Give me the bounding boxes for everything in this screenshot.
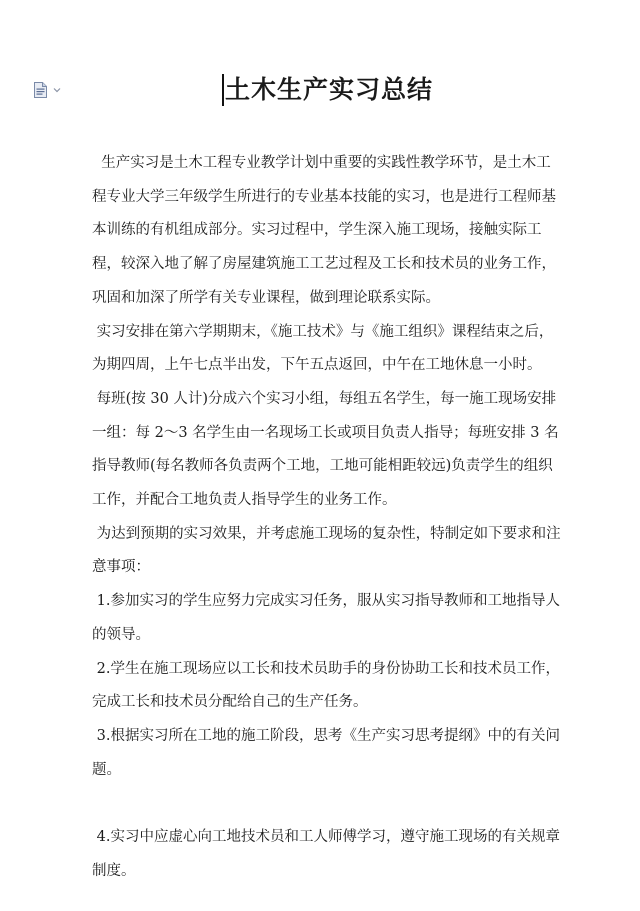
- text-cursor: [222, 74, 224, 106]
- paragraph-grouping: 每班(按 30 人计)分成六个实习小组，每组五名学生，每一施工现场安排一组：每 2～3 名学生由一名现场工长或项目负责人指导；每班安排 3 名指导教师(每名教师各负责两个工地，工地可能相距较远)负责学生的组织工作，并配合工地负责人指导学生的业务工作。: [92, 390, 559, 509]
- title-row[interactable]: [222, 74, 433, 106]
- paragraph-requirement-2: 2.学生在施工现场应以工长和技术员助手的身份协助工长和技术员工作，完成工长和技术员分配给自己的生产任务。: [92, 660, 560, 711]
- document-title: 土木生产实习总结: [225, 75, 434, 104]
- paragraph-intro: 生产实习是土木工程专业教学计划中重要的实践性教学环节，是土木工程专业大学三年级学生所进行的专业基本技能的实习，也是进行工程师基本训练的有机组成部分。实习过程中，学生深入施工现场，接触实际工程，较深入地了解了房屋建筑施工工艺过程及工长和技术员的业务工作，巩固和加深了所学有关专业课程，做到理论联系实际。: [92, 155, 556, 306]
- paragraph-schedule: 实习安排在第六学期期末，《施工技术》与《施工组织》课程结束之后，为期四周，上午七点半出发，下午五点返回，中午在工地休息一小时。: [92, 323, 554, 374]
- document-menu-button[interactable]: [34, 82, 61, 98]
- paragraph-requirement-4: 4.实习中应虚心向工地技术员和工人师傅学习，遵守施工现场的有关规章制度。: [92, 829, 560, 879]
- paragraph-requirements-intro: 为达到预期的实习效果，并考虑施工现场的复杂性，特制定如下要求和注意事项：: [92, 525, 561, 576]
- chevron-down-icon: [53, 87, 61, 93]
- paragraph-requirement-3: 3.根据实习所在工地的施工阶段，思考《生产实习思考提纲》中的有关问题。: [92, 727, 560, 778]
- paragraph-requirement-1: 1.参加实习的学生应努力完成实习任务，服从实习指导教师和工地指导人的领导。: [92, 593, 560, 643]
- document-body[interactable]: [92, 147, 562, 888]
- document-icon: [34, 82, 47, 98]
- blank-line: [92, 787, 562, 821]
